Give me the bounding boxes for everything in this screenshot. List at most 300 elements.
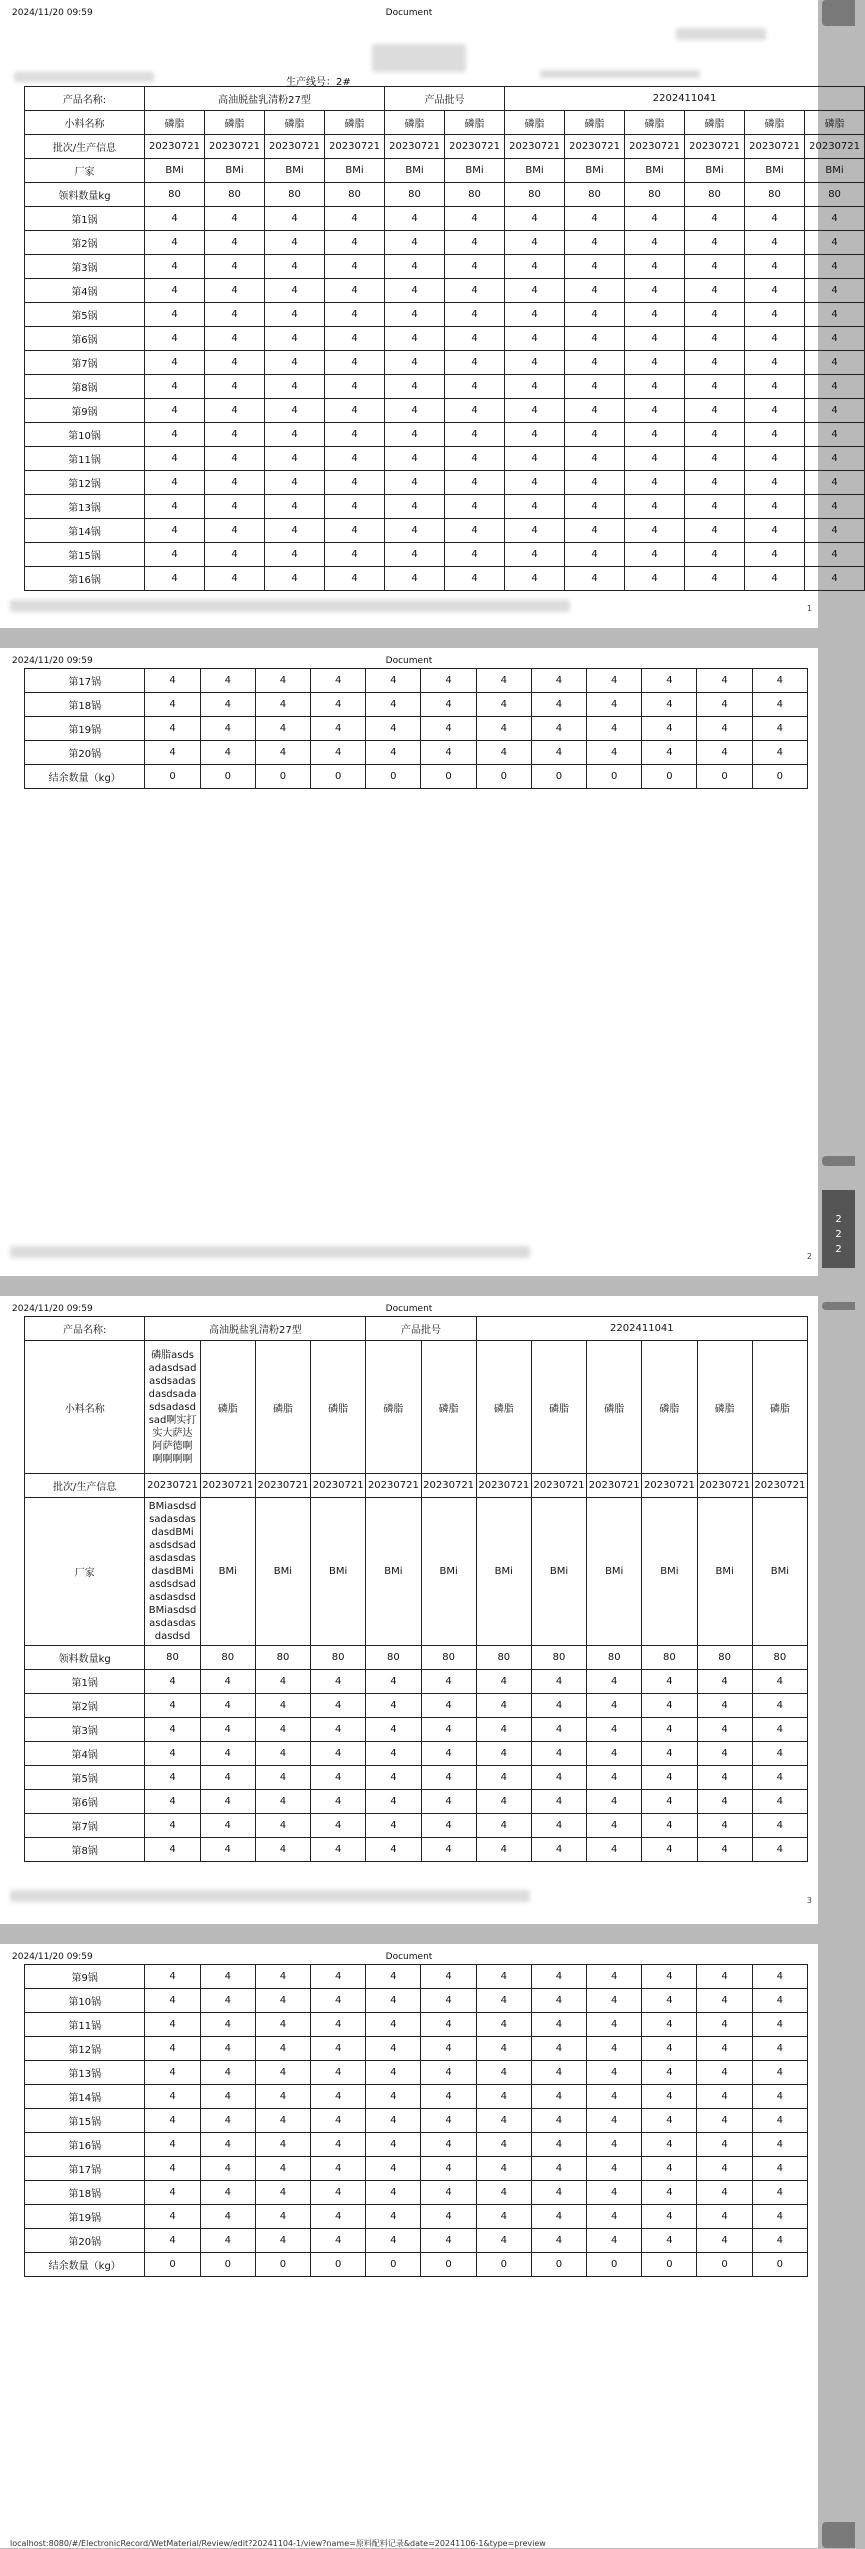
- scroll-tab[interactable]: [822, 1156, 855, 1166]
- material-table-page-4: [24, 1964, 808, 2277]
- remaining-label: 结余数量（kg）: [25, 2253, 145, 2277]
- pot-value-cell: 4: [697, 1742, 752, 1766]
- manufacturer-cell: BMi: [685, 159, 745, 183]
- pot-value-cell: 4: [205, 375, 265, 399]
- pot-label: 第20锅: [25, 2229, 145, 2253]
- table-row: [25, 1814, 808, 1838]
- pot-value-cell: 4: [625, 423, 685, 447]
- pot-value-cell: 4: [531, 717, 586, 741]
- batch-date-cell: 20230721: [476, 1474, 531, 1498]
- pot-value-cell: 4: [200, 2181, 255, 2205]
- table-row: [25, 2157, 808, 2181]
- pot-value-cell: 4: [145, 399, 205, 423]
- pot-value-cell: 4: [642, 1670, 697, 1694]
- table-row: [25, 1766, 808, 1790]
- pot-value-cell: 4: [587, 2109, 642, 2133]
- pot-value-cell: 4: [255, 1838, 310, 1862]
- remaining-cell: 0: [476, 2253, 531, 2277]
- material-name-cell: 磷脂: [445, 111, 505, 135]
- pot-value-cell: 4: [421, 2229, 476, 2253]
- scroll-tab[interactable]: [822, 0, 855, 26]
- pot-value-cell: 4: [565, 543, 625, 567]
- pot-value-cell: 4: [385, 231, 445, 255]
- scroll-tab[interactable]: [822, 2522, 855, 2548]
- pot-value-cell: 4: [265, 423, 325, 447]
- pot-value-cell: 4: [642, 2229, 697, 2253]
- pot-value-cell: 4: [385, 543, 445, 567]
- pot-label: 第9锅: [25, 1965, 145, 1989]
- pot-value-cell: 4: [531, 2085, 586, 2109]
- pot-value-cell: 4: [265, 207, 325, 231]
- pot-value-cell: 4: [311, 669, 366, 693]
- pot-label: 第10锅: [25, 423, 145, 447]
- pot-value-cell: 4: [205, 351, 265, 375]
- pot-value-cell: 4: [745, 231, 805, 255]
- table-row: [25, 741, 808, 765]
- pot-value-cell: 4: [805, 279, 865, 303]
- pot-value-cell: 4: [445, 279, 505, 303]
- pot-value-cell: 4: [752, 1766, 807, 1790]
- pot-value-cell: 4: [642, 1694, 697, 1718]
- manufacturer-cell: BMi: [205, 159, 265, 183]
- table-row: [25, 2133, 808, 2157]
- print-datetime: 2024/11/20 09:59: [12, 1952, 93, 1962]
- pot-value-cell: 4: [421, 1989, 476, 2013]
- pot-value-cell: 4: [476, 2181, 531, 2205]
- pot-value-cell: 4: [697, 741, 752, 765]
- pot-value-cell: 4: [587, 2157, 642, 2181]
- product-name-value: 高油脱盐乳清粉27型: [145, 1317, 366, 1341]
- table-row: [25, 2085, 808, 2109]
- product-name-label: 产品名称:: [25, 1317, 145, 1341]
- pot-value-cell: 4: [685, 231, 745, 255]
- pot-value-cell: 4: [531, 2037, 586, 2061]
- pot-value-cell: 4: [752, 1790, 807, 1814]
- print-header: [8, 6, 810, 20]
- pot-label: 第5锅: [25, 1766, 145, 1790]
- pot-value-cell: 4: [505, 519, 565, 543]
- pot-label: 第4锅: [25, 1742, 145, 1766]
- pot-value-cell: 4: [325, 567, 385, 591]
- pot-value-cell: 4: [325, 375, 385, 399]
- pot-value-cell: 4: [805, 423, 865, 447]
- pot-value-cell: 4: [311, 2181, 366, 2205]
- pot-value-cell: 4: [531, 1694, 586, 1718]
- pot-value-cell: 4: [587, 2229, 642, 2253]
- pot-value-cell: 4: [366, 669, 421, 693]
- pot-value-cell: 4: [642, 1838, 697, 1862]
- table-row: [25, 2229, 808, 2253]
- pot-value-cell: 4: [642, 2181, 697, 2205]
- pot-value-cell: 4: [531, 1989, 586, 2013]
- pot-value-cell: 4: [476, 2109, 531, 2133]
- pot-value-cell: 4: [697, 1989, 752, 2013]
- pot-value-cell: 4: [200, 1989, 255, 2013]
- pot-value-cell: 4: [421, 2205, 476, 2229]
- pot-label: 第3锅: [25, 255, 145, 279]
- pot-value-cell: 4: [697, 2133, 752, 2157]
- pot-value-cell: 4: [200, 2157, 255, 2181]
- pot-value-cell: 4: [311, 2229, 366, 2253]
- pot-value-cell: 4: [366, 2133, 421, 2157]
- pot-value-cell: 4: [531, 1814, 586, 1838]
- pot-value-cell: 4: [697, 693, 752, 717]
- pot-value-cell: 4: [476, 717, 531, 741]
- print-header: [8, 1950, 810, 1964]
- pot-label: 第18锅: [25, 693, 145, 717]
- table-body: [25, 1317, 808, 1862]
- pot-value-cell: 4: [565, 519, 625, 543]
- pot-value-cell: 4: [642, 2109, 697, 2133]
- table-row: [25, 1790, 808, 1814]
- pot-value-cell: 4: [642, 1766, 697, 1790]
- quantity-cell: 80: [476, 1646, 531, 1670]
- pot-label: 第6锅: [25, 327, 145, 351]
- pot-value-cell: 4: [531, 2229, 586, 2253]
- pot-value-cell: 4: [685, 351, 745, 375]
- pot-value-cell: 4: [205, 279, 265, 303]
- pot-value-cell: 4: [311, 1742, 366, 1766]
- table-row: [25, 567, 865, 591]
- pot-value-cell: 4: [587, 1838, 642, 1862]
- pot-value-cell: 4: [745, 279, 805, 303]
- manufacturer-cell: BMi: [805, 159, 865, 183]
- pot-value-cell: 4: [255, 2181, 310, 2205]
- redacted-text: [676, 28, 766, 40]
- pot-value-cell: 4: [255, 1670, 310, 1694]
- pot-value-cell: 4: [476, 1838, 531, 1862]
- pot-value-cell: 4: [145, 1742, 200, 1766]
- pot-label: 第13锅: [25, 2061, 145, 2085]
- pot-value-cell: 4: [265, 495, 325, 519]
- pot-value-cell: 4: [145, 567, 205, 591]
- pot-value-cell: 4: [325, 303, 385, 327]
- pot-value-cell: 4: [145, 1766, 200, 1790]
- pot-value-cell: 4: [421, 1838, 476, 1862]
- remaining-cell: 0: [587, 765, 642, 789]
- pot-value-cell: 4: [476, 2205, 531, 2229]
- pot-value-cell: 4: [366, 717, 421, 741]
- pot-value-cell: 4: [752, 2085, 807, 2109]
- pot-value-cell: 4: [587, 2133, 642, 2157]
- pot-value-cell: 4: [366, 2109, 421, 2133]
- batch-date-cell: 20230721: [325, 135, 385, 159]
- pot-value-cell: 4: [255, 669, 310, 693]
- pot-value-cell: 4: [325, 495, 385, 519]
- pot-value-cell: 4: [752, 2109, 807, 2133]
- batch-number-value: 2202411041: [505, 87, 865, 111]
- pot-value-cell: 4: [311, 2085, 366, 2109]
- pot-value-cell: 4: [805, 351, 865, 375]
- pot-value-cell: 4: [255, 1965, 310, 1989]
- pot-label: 第7锅: [25, 1814, 145, 1838]
- pot-label: 第14锅: [25, 2085, 145, 2109]
- pot-value-cell: 4: [476, 693, 531, 717]
- pot-value-cell: 4: [445, 495, 505, 519]
- pot-value-cell: 4: [205, 231, 265, 255]
- pot-value-cell: 4: [205, 423, 265, 447]
- pot-value-cell: 4: [311, 693, 366, 717]
- pot-value-cell: 4: [145, 495, 205, 519]
- pot-value-cell: 4: [205, 495, 265, 519]
- pot-value-cell: 4: [311, 1814, 366, 1838]
- pot-value-cell: 4: [752, 2013, 807, 2037]
- pot-value-cell: 4: [745, 423, 805, 447]
- remaining-cell: 0: [255, 2253, 310, 2277]
- redacted-text: [540, 70, 700, 78]
- pot-value-cell: 4: [505, 543, 565, 567]
- pot-value-cell: 4: [642, 717, 697, 741]
- batch-date-cell: 20230721: [697, 1474, 752, 1498]
- pot-value-cell: 4: [697, 1670, 752, 1694]
- quantity-cell: 80: [745, 183, 805, 207]
- pot-value-cell: 4: [476, 1965, 531, 1989]
- pot-value-cell: 4: [752, 1989, 807, 2013]
- pot-label: 第16锅: [25, 2133, 145, 2157]
- quantity-cell: 80: [311, 1646, 366, 1670]
- pot-value-cell: 4: [255, 2205, 310, 2229]
- pot-value-cell: 4: [697, 1766, 752, 1790]
- pot-value-cell: 4: [805, 519, 865, 543]
- redacted-footer: [10, 1246, 530, 1258]
- pot-value-cell: 4: [625, 519, 685, 543]
- pot-value-cell: 4: [587, 669, 642, 693]
- batch-date-cell: 20230721: [531, 1474, 586, 1498]
- pot-value-cell: 4: [311, 1989, 366, 2013]
- pot-value-cell: 4: [145, 2037, 200, 2061]
- pot-value-cell: 4: [476, 1694, 531, 1718]
- material-name-cell: 磷脂asdsadasdsadasdsadasdasdsadasdsadasdsad啊实打实大萨达阿萨德啊啊啊啊啊: [145, 1341, 200, 1474]
- pot-value-cell: 4: [366, 1766, 421, 1790]
- side-digit: 2: [835, 1244, 842, 1255]
- pot-value-cell: 4: [505, 255, 565, 279]
- pot-value-cell: 4: [642, 2133, 697, 2157]
- pot-value-cell: 4: [265, 399, 325, 423]
- pot-value-cell: 4: [625, 303, 685, 327]
- pot-value-cell: 4: [625, 351, 685, 375]
- quantity-cell: 80: [625, 183, 685, 207]
- manufacturer-cell: BMi: [200, 1498, 255, 1646]
- quantity-cell: 80: [421, 1646, 476, 1670]
- material-name-cell: 磷脂: [421, 1341, 476, 1474]
- batch-date-cell: 20230721: [445, 135, 505, 159]
- pot-value-cell: 4: [445, 207, 505, 231]
- pot-value-cell: 4: [325, 423, 385, 447]
- pot-value-cell: 4: [421, 2061, 476, 2085]
- scroll-tab[interactable]: [822, 1302, 855, 1310]
- pot-value-cell: 4: [642, 2157, 697, 2181]
- pot-value-cell: 4: [745, 351, 805, 375]
- pot-value-cell: 4: [642, 693, 697, 717]
- pot-value-cell: 4: [421, 1670, 476, 1694]
- pot-value-cell: 4: [587, 2085, 642, 2109]
- pot-value-cell: 4: [421, 1742, 476, 1766]
- pot-value-cell: 4: [145, 231, 205, 255]
- pot-value-cell: 4: [697, 1838, 752, 1862]
- pot-value-cell: 4: [685, 279, 745, 303]
- pot-value-cell: 4: [366, 1965, 421, 1989]
- pot-value-cell: 4: [745, 375, 805, 399]
- pot-value-cell: 4: [685, 423, 745, 447]
- pot-value-cell: 4: [145, 303, 205, 327]
- pot-value-cell: 4: [752, 1670, 807, 1694]
- pot-value-cell: 4: [385, 279, 445, 303]
- pot-value-cell: 4: [421, 1965, 476, 1989]
- pot-label: 第1锅: [25, 1670, 145, 1694]
- pot-label: 第3锅: [25, 1718, 145, 1742]
- pot-value-cell: 4: [565, 375, 625, 399]
- pot-value-cell: 4: [531, 1670, 586, 1694]
- pot-value-cell: 4: [642, 2085, 697, 2109]
- pot-value-cell: 4: [745, 471, 805, 495]
- remaining-cell: 0: [752, 765, 807, 789]
- pot-value-cell: 4: [200, 1742, 255, 1766]
- pot-value-cell: 4: [685, 255, 745, 279]
- pot-value-cell: 4: [421, 2037, 476, 2061]
- table-row: [25, 1694, 808, 1718]
- table-row: [25, 399, 865, 423]
- pot-value-cell: 4: [145, 2229, 200, 2253]
- pot-value-cell: 4: [805, 303, 865, 327]
- pot-value-cell: 4: [255, 2157, 310, 2181]
- pot-value-cell: 4: [587, 2205, 642, 2229]
- pot-value-cell: 4: [200, 2037, 255, 2061]
- pot-value-cell: 4: [200, 1965, 255, 1989]
- table-row: [25, 255, 865, 279]
- pot-value-cell: 4: [531, 1965, 586, 1989]
- pot-value-cell: 4: [205, 303, 265, 327]
- manufacturer-cell: BMi: [752, 1498, 807, 1646]
- pot-value-cell: 4: [625, 375, 685, 399]
- table-row: [25, 1989, 808, 2013]
- pot-value-cell: 4: [745, 207, 805, 231]
- manufacturer-cell: BMi: [625, 159, 685, 183]
- pot-value-cell: 4: [145, 1838, 200, 1862]
- material-name-cell: 磷脂: [685, 111, 745, 135]
- pot-value-cell: 4: [311, 1838, 366, 1862]
- pot-value-cell: 4: [311, 2205, 366, 2229]
- table-row: [25, 1341, 808, 1474]
- pot-value-cell: 4: [642, 1965, 697, 1989]
- pot-value-cell: 4: [145, 375, 205, 399]
- table-row: [25, 1718, 808, 1742]
- pot-value-cell: 4: [805, 375, 865, 399]
- manufacturer-cell: BMiasdsdsadasdasdasdBMiasdsdsadasdasdasdasdBMiasdsdsadasdasdsdBMiasdsdasdasdasdasdsd: [145, 1498, 200, 1646]
- pot-value-cell: 4: [752, 2181, 807, 2205]
- quantity-cell: 80: [200, 1646, 255, 1670]
- pot-value-cell: 4: [685, 207, 745, 231]
- batch-date-cell: 20230721: [265, 135, 325, 159]
- pot-value-cell: 4: [752, 1814, 807, 1838]
- pot-value-cell: 4: [385, 327, 445, 351]
- pot-value-cell: 4: [697, 2109, 752, 2133]
- quantity-cell: 80: [587, 1646, 642, 1670]
- quantity-cell: 80: [531, 1646, 586, 1670]
- pot-value-cell: 4: [145, 423, 205, 447]
- pot-value-cell: 4: [311, 1965, 366, 1989]
- remaining-cell: 0: [421, 2253, 476, 2277]
- pot-value-cell: 4: [745, 327, 805, 351]
- print-header: [8, 654, 810, 668]
- pot-value-cell: 4: [325, 327, 385, 351]
- pot-value-cell: 4: [752, 669, 807, 693]
- pot-value-cell: 4: [200, 2061, 255, 2085]
- remaining-cell: 0: [311, 765, 366, 789]
- pot-value-cell: 4: [311, 1790, 366, 1814]
- table-row: [25, 1838, 808, 1862]
- material-name-cell: 磷脂: [265, 111, 325, 135]
- manufacturer-cell: BMi: [531, 1498, 586, 1646]
- pot-value-cell: 4: [145, 327, 205, 351]
- pot-value-cell: 4: [366, 1670, 421, 1694]
- remaining-cell: 0: [642, 2253, 697, 2277]
- remaining-cell: 0: [587, 2253, 642, 2277]
- pot-value-cell: 4: [445, 447, 505, 471]
- redacted-text: [14, 72, 154, 82]
- pot-value-cell: 4: [255, 2061, 310, 2085]
- quantity-cell: 80: [265, 183, 325, 207]
- pot-value-cell: 4: [505, 375, 565, 399]
- batch-number-label: 产品批号: [366, 1317, 476, 1341]
- pot-value-cell: 4: [625, 495, 685, 519]
- pot-value-cell: 4: [445, 471, 505, 495]
- pot-value-cell: 4: [752, 1718, 807, 1742]
- pot-value-cell: 4: [587, 2013, 642, 2037]
- pot-value-cell: 4: [366, 1814, 421, 1838]
- pot-value-cell: 4: [531, 2181, 586, 2205]
- pot-value-cell: 4: [255, 2037, 310, 2061]
- pot-value-cell: 4: [366, 2205, 421, 2229]
- pot-value-cell: 4: [505, 447, 565, 471]
- remaining-cell: 0: [476, 765, 531, 789]
- pot-value-cell: 4: [366, 1718, 421, 1742]
- pot-value-cell: 4: [505, 327, 565, 351]
- table-row: [25, 519, 865, 543]
- manufacturer-label: 厂家: [25, 159, 145, 183]
- pot-value-cell: 4: [311, 1766, 366, 1790]
- remaining-cell: 0: [145, 2253, 200, 2277]
- pot-value-cell: 4: [200, 2013, 255, 2037]
- pot-value-cell: 4: [421, 693, 476, 717]
- pot-value-cell: 4: [745, 399, 805, 423]
- pot-label: 第17锅: [25, 2157, 145, 2181]
- page-1: [0, 0, 861, 628]
- print-footer-url: localhost:8080/#/ElectronicRecord/WetMaterial/Review/edit?20241104-1/view?name=原料配料记录&date=20241106-1&type=preview: [10, 2539, 546, 2548]
- pot-value-cell: 4: [325, 207, 385, 231]
- pot-value-cell: 4: [421, 1814, 476, 1838]
- batch-date-cell: 20230721: [745, 135, 805, 159]
- pot-value-cell: 4: [145, 693, 200, 717]
- pot-value-cell: 4: [505, 231, 565, 255]
- redacted-text: [372, 44, 466, 72]
- pot-value-cell: 4: [565, 471, 625, 495]
- side-panel[interactable]: [822, 1190, 855, 1268]
- material-name-label: 小料名称: [25, 1341, 145, 1474]
- pot-value-cell: 4: [752, 2205, 807, 2229]
- pot-value-cell: 4: [311, 1718, 366, 1742]
- redacted-footer: [10, 600, 570, 612]
- pot-value-cell: 4: [805, 567, 865, 591]
- quantity-cell: 80: [255, 1646, 310, 1670]
- pot-value-cell: 4: [255, 1766, 310, 1790]
- pot-value-cell: 4: [200, 1766, 255, 1790]
- quantity-cell: 80: [366, 1646, 421, 1670]
- table-row: [25, 495, 865, 519]
- pot-value-cell: 4: [421, 741, 476, 765]
- pot-label: 第19锅: [25, 717, 145, 741]
- pot-value-cell: 4: [145, 2109, 200, 2133]
- pot-value-cell: 4: [200, 1838, 255, 1862]
